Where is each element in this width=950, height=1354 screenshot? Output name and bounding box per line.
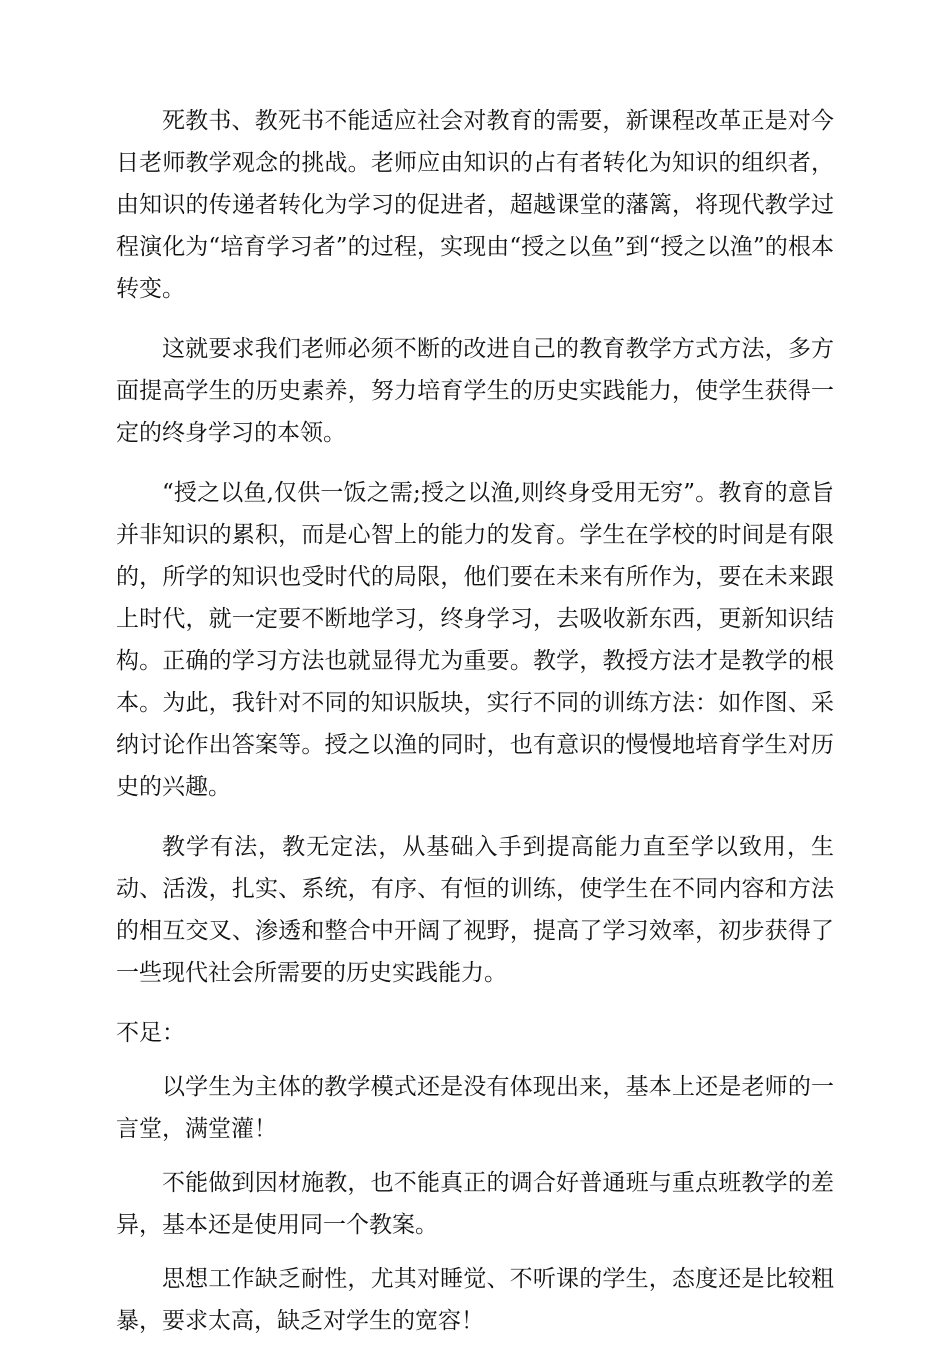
paragraph-3: “授之以鱼,仅供一饭之需;授之以渔,则终身受用无穷”。教育的意旨并非知识的累积，而是心智上的能力的发育。学生在学校的时间是有限的，所学的知识也受时代的局限，他们要在未来有所作为，要在未来跟上时代，就一定要不断地学习，终身学习，去吸收新东西，更新知识结构。正确的学习方法也就显得尤为重要。教学，教授方法才是教学的根本。为此，我针对不同的知识版块，实行不同的训练方法：如作图、采纳讨论作出答案等。授之以渔的同时，也有意识的慢慢地培育学生对历史的兴趣。 — [116, 480, 834, 800]
paragraph-2: 这就要求我们老师必须不断的改进自己的教育教学方式方法，多方面提高学生的历史素养，努力培育学生的历史实践能力，使学生获得一定的终身学习的本领。 — [116, 336, 834, 446]
document-body — [116, 100, 834, 1354]
paragraph-1: 死教书、教死书不能适应社会对教育的需要，新课程改革正是对今日老师教学观念的挑战。老师应由知识的占有者转化为知识的组织者，由知识的传递者转化为学习的促进者，超越课堂的藩篱，将现代教学过程演化为“培育学习者”的过程，实现由“授之以鱼”到“授之以渔”的根本转变。 — [116, 108, 834, 302]
section-heading-shortcomings: 不足： — [116, 1020, 185, 1046]
shortcoming-item-3: 思想工作缺乏耐性，尤其对睡觉、不听课的学生，态度还是比较粗暴，要求太高，缺乏对学生的宽容！ — [116, 1266, 834, 1334]
paragraph-4: 教学有法，教无定法，从基础入手到提高能力直至学以致用，生动、活泼，扎实、系统，有序、有恒的训练，使学生在不同内容和方法的相互交叉、渗透和整合中开阔了视野，提高了学习效率，初步获得了一些现代社会所需要的历史实践能力。 — [116, 834, 834, 986]
shortcoming-item-1: 以学生为主体的教学模式还是没有体现出来，基本上还是老师的一言堂，满堂灌！ — [116, 1074, 834, 1142]
shortcoming-item-2: 不能做到因材施教，也不能真正的调合好普通班与重点班教学的差异，基本还是使用同一个教案。 — [116, 1170, 834, 1238]
